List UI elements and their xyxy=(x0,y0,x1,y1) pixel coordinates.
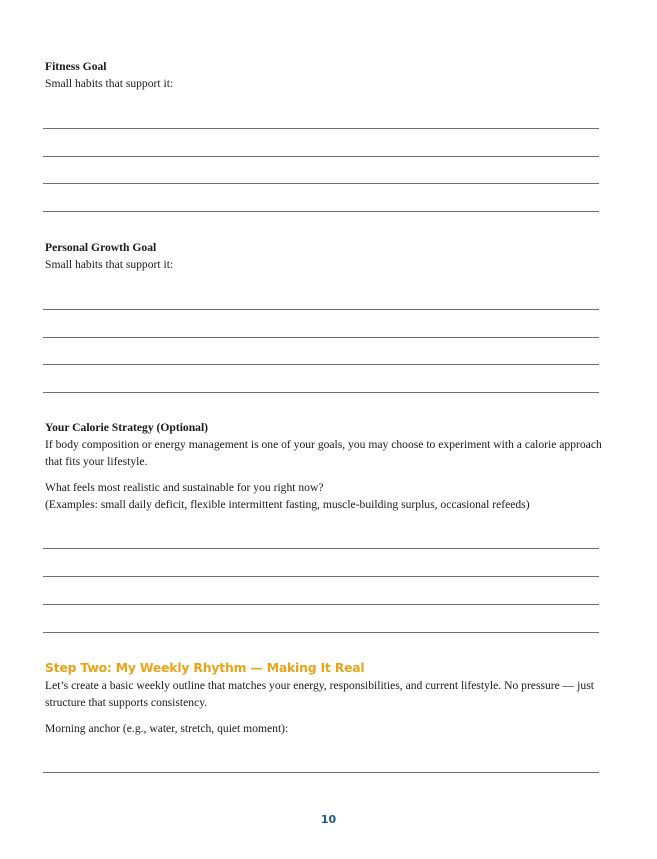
fitness-goal-title: Fitness Goal xyxy=(45,60,107,73)
step-two-intro: Let’s create a basic weekly outline that matches your energy, responsibilities, and current lifestyle. No pressure — just structure that supports consistency. xyxy=(45,679,594,709)
calorie-strategy-title: Your Calorie Strategy (Optional) xyxy=(45,421,209,434)
growth-answer-line-3[interactable] xyxy=(43,364,599,365)
fitness-answer-line-1[interactable] xyxy=(43,128,599,129)
morning-anchor-prompt: Morning anchor (e.g., water, stretch, quiet moment): xyxy=(45,722,289,735)
calorie-strategy-question: What feels most realistic and sustainable for you right now? xyxy=(45,481,324,494)
calorie-answer-line-1[interactable] xyxy=(43,548,599,549)
morning-anchor-answer-line[interactable] xyxy=(43,772,599,773)
fitness-answer-line-3[interactable] xyxy=(43,183,599,184)
growth-answer-line-1[interactable] xyxy=(43,309,599,310)
personal-growth-goal-title: Personal Growth Goal xyxy=(45,241,157,254)
calorie-answer-line-3[interactable] xyxy=(43,604,599,605)
calorie-strategy-intro: If body composition or energy management is one of your goals, you may choose to experiment with a calorie approach that fits your lifestyle. xyxy=(45,438,602,468)
calorie-answer-line-2[interactable] xyxy=(43,576,599,577)
fitness-habits-prompt: Small habits that support it: xyxy=(45,77,174,90)
growth-answer-line-2[interactable] xyxy=(43,337,599,338)
calorie-strategy-examples: (Examples: small daily deficit, flexible intermittent fasting, muscle-building surplus, occasional refeeds) xyxy=(45,498,530,511)
page-number: 10 xyxy=(320,813,337,826)
personal-growth-habits-prompt: Small habits that support it: xyxy=(45,258,174,271)
calorie-answer-line-4[interactable] xyxy=(43,632,599,633)
fitness-answer-line-4[interactable] xyxy=(43,211,599,212)
growth-answer-line-4[interactable] xyxy=(43,392,599,393)
step-two-heading: Step Two: My Weekly Rhythm — Making It Real xyxy=(45,660,365,675)
fitness-answer-line-2[interactable] xyxy=(43,156,599,157)
